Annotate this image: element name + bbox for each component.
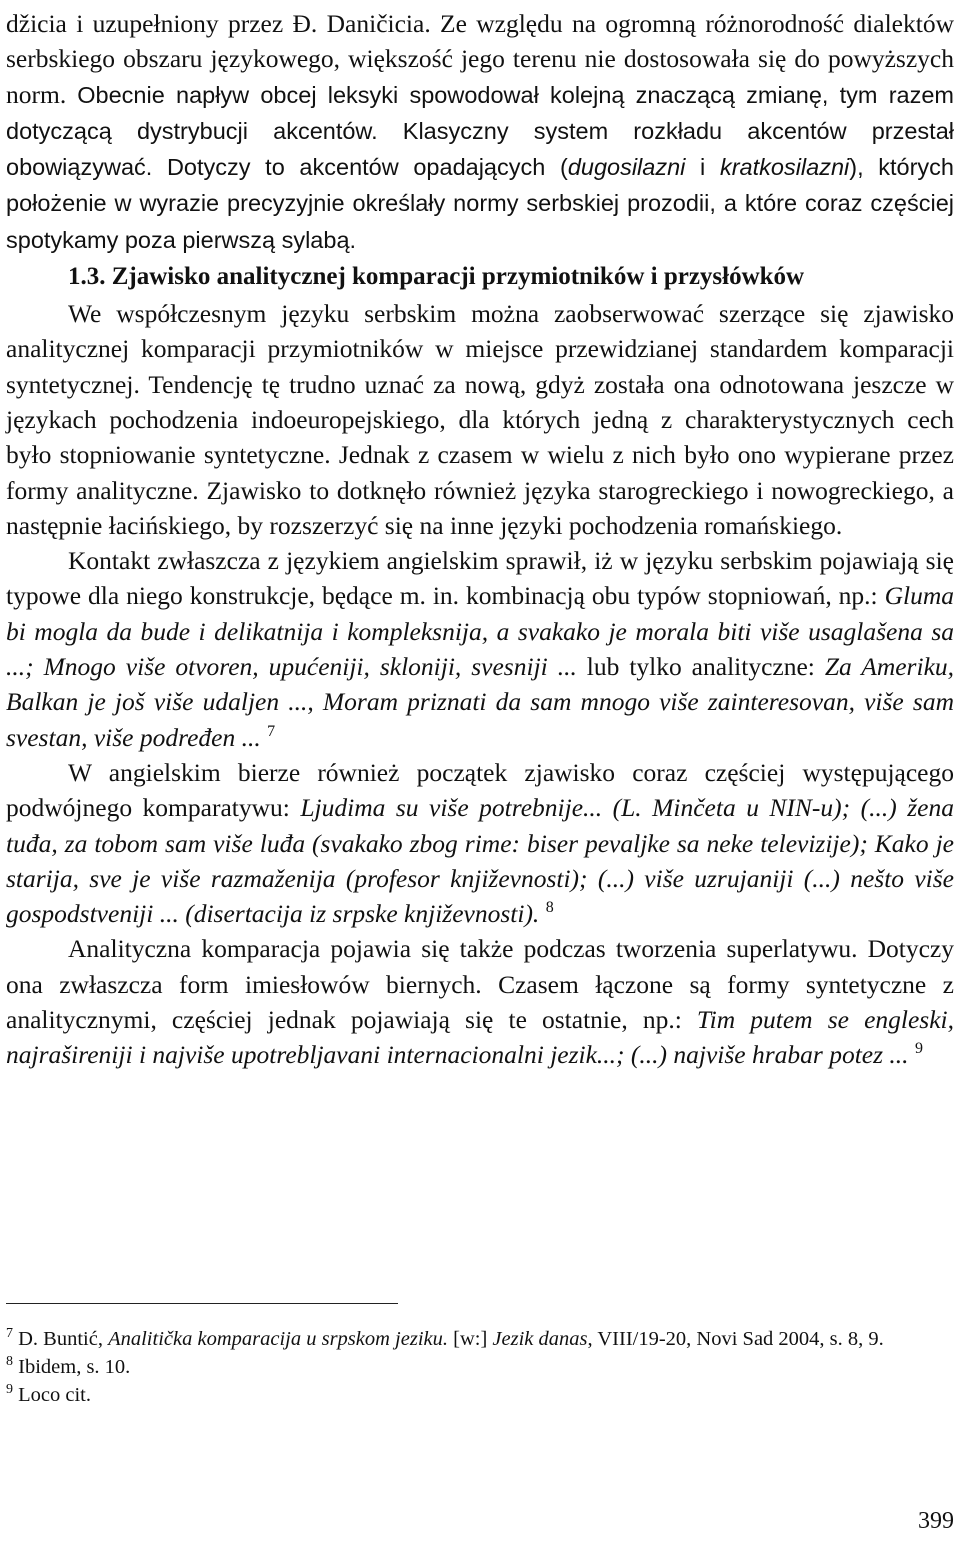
footnote-ref: 9 (914, 1040, 923, 1058)
footnote-number: 8 (6, 1354, 13, 1369)
paragraph-text: Analityczna komparacja pojawia się także podczas tworzenia superlatywu. Dotyczy ona zwłaszcza form imiesłowów biernych. Czasem łączone są formy syntetyczne z analitycznymi, częściej jednak pojawiają się te ostatnie, np.: (6, 934, 954, 1035)
footnote-8 (6, 1353, 954, 1381)
footnotes (6, 1325, 954, 1409)
paragraph-text-sans-end: ), których położenie w wyrazie precyzyjnie określały normy serbskiej prozodii, a które coraz częściej spotykamy poza pierwszą sylabą. (6, 154, 955, 253)
paragraph (6, 931, 954, 1072)
example-quote: Tim putem se engleski, najrašireniji i najviše upotrebljavani internacionalni jezik...; (...) najviše hrabar potez ... (6, 1005, 954, 1070)
paragraph-text-sans (6, 82, 954, 253)
footnote-text: D. Buntić, (13, 1328, 109, 1350)
footnote-title: Analitička komparacija u srpskom jeziku. (108, 1328, 448, 1350)
paragraph (6, 543, 954, 755)
footnote-journal: Jezik danas (492, 1328, 588, 1350)
footnote-text: Ibidem, s. 10. (13, 1356, 131, 1378)
paragraph-text: lub tylko analityczne: (576, 652, 825, 682)
footnote-separator (6, 1303, 398, 1304)
paragraph (6, 755, 954, 931)
paragraph-text: We współczesnym języku serbskim można zaobserwować szerzące się zjawisko analitycznej komparacji przymiotników w miejsce przewidzianej standardem komparacji syntetycznej. Tendencję tę trudno uznać za nową, gdyż została ona odnotowana jeszcze w językach pochodzenia indoeuropejskiego, dla których jedną z charakterystycznych cech było stopniowanie syntetyczne. Jednak z czasem w wielu z nich było ono wypierane przez formy analityczne. Zjawisko to dotknęło również języka starogreckiego i nowogreckiego, a następnie łacińskiego, by rozszerzyć się na inne języki pochodzenia romańskiego. (6, 299, 954, 540)
example-quote: Za Ameriku, Balkan je još više udaljen ..., Moram priznati da sam mnogo više zainteresovan, više sam svestan, više podređen ... (6, 652, 955, 752)
paragraph-text: Kontakt zwłaszcza z językiem angielskim sprawił, iż w języku serbskim pojawiają się typowe dla niego konstrukcje, będące m. in. kombinacją obu typów stopniowań, np.: (6, 546, 954, 611)
term-kratkosilazni: kratkosilazni (719, 154, 850, 181)
section-title: Zjawisko analitycznej komparacji przymiotników i przysłówków (111, 263, 805, 291)
footnote-7 (6, 1325, 954, 1353)
term-dugosilazni: dugosilazni (567, 154, 686, 181)
example-quote: Gluma bi mogla da bude i delikatnija i kompleksnija, a svakako je morala biti više usaglašena sa ...; Mnogo više otvoren, upućeniji, skloniji, svesniji ... (6, 581, 954, 682)
paragraph-text-sans-part: Obecnie napływ obcej leksyki spowodował kolejną znaczącą zmianę, tym razem dotyczącą dystrybucji akcentów. Klasyczny system rozkładu akcentów przestał obowiązywać. Dotyczy to akcentów opadających ( (6, 81, 955, 181)
page-number: 399 (918, 1508, 954, 1534)
footnote-text: , VIII/19-20, Novi Sad 2004, s. 8, 9. (587, 1328, 884, 1350)
paragraph-text: W angielskim bierze również początek zjawisko coraz częściej występującego podwójnego komparatywu: (6, 757, 954, 823)
footnote-ref: 7 (267, 722, 276, 740)
footnote-number: 7 (6, 1326, 13, 1341)
paragraph (6, 296, 954, 543)
conjunction: i (685, 154, 720, 181)
footnote-text: Loco cit. (13, 1384, 91, 1406)
footnote-ref: 8 (545, 899, 554, 917)
footnote-text: [w:] (448, 1328, 493, 1350)
paragraph-continued (6, 6, 954, 258)
section-number: 1.3. (68, 263, 106, 291)
main-text (6, 6, 954, 1073)
footnote-9 (6, 1381, 954, 1409)
footnote-number: 9 (6, 1382, 13, 1397)
section-heading (6, 258, 954, 296)
paragraph-text: džicia i uzupełniony przez Đ. Daničicia. Ze względu na ogromną różnorodność dialektów serbskiego obszaru językowego, większość jego terenu nie dostosowała się do powyższych norm. (6, 9, 954, 109)
example-quote: Ljudima su više potrebnije... (L. Minčeta u NIN-u); (...) žena tuđa, za tobom sam više luđa (svakako zbog rime: biser pevaljke sa neke televizije); Kako je starija, sve je više razmaženija (profesor književnosti); (...) više uzrujaniji (...) nešto više gospodstveniji ... (disertacija iz srpske književnosti). (6, 793, 954, 929)
